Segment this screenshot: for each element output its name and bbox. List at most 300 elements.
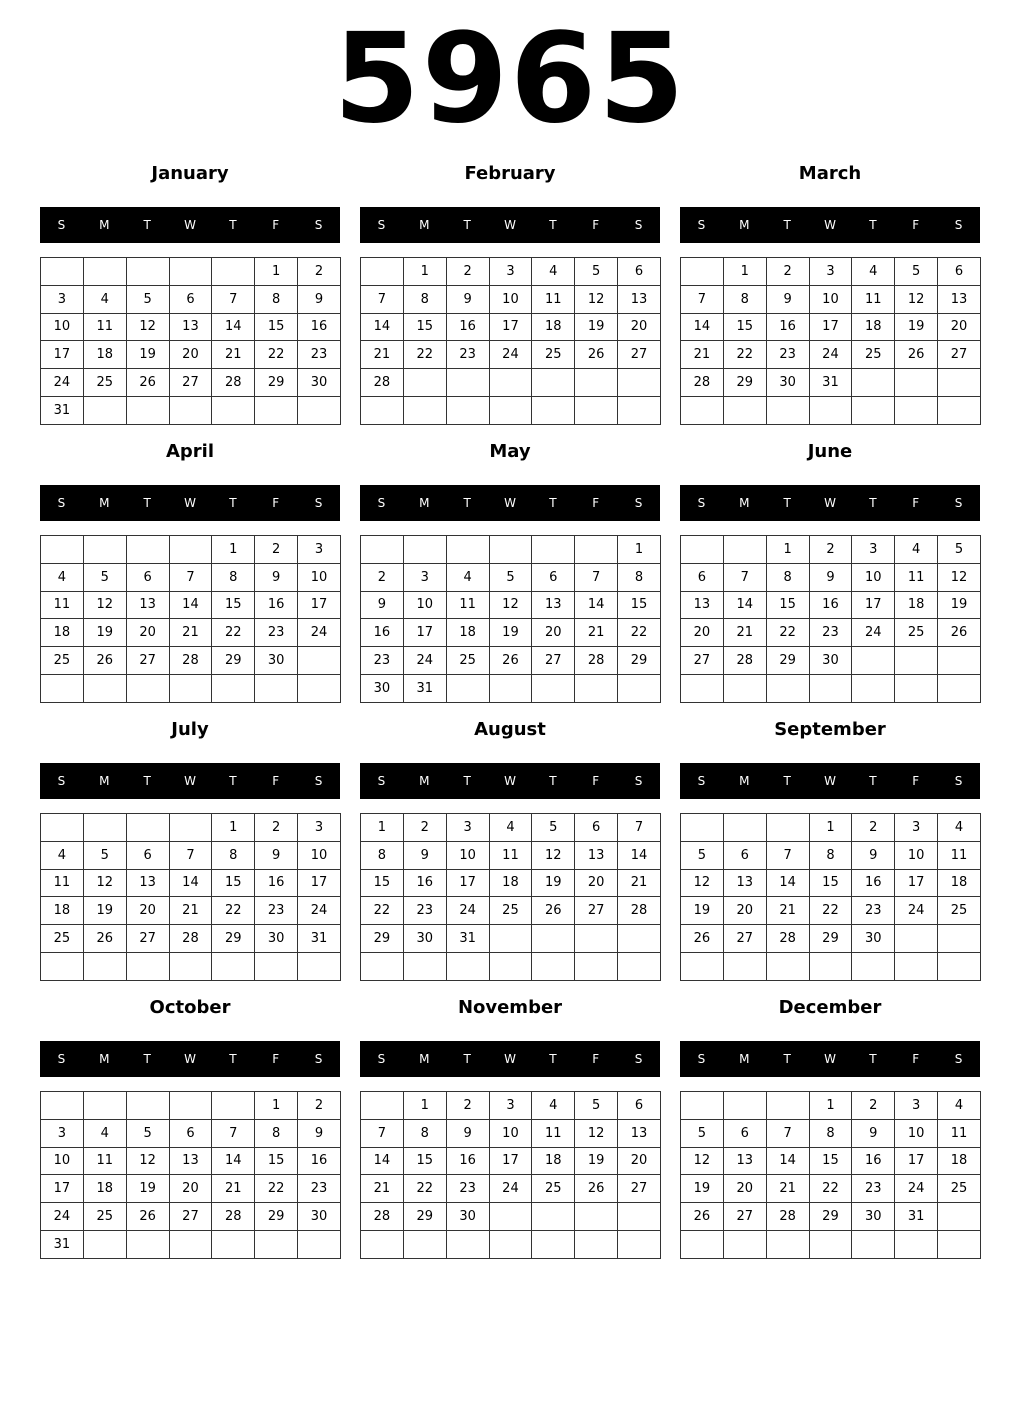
- day-cell: 15: [212, 591, 255, 619]
- day-cell: 4: [41, 563, 84, 591]
- day-cell: 1: [809, 814, 852, 842]
- day-cell: [575, 396, 618, 424]
- week-row: [41, 1147, 341, 1175]
- day-cell: 30: [298, 1203, 341, 1231]
- day-cell: 23: [766, 341, 809, 369]
- day-cell: 28: [618, 897, 661, 925]
- day-cell: 9: [403, 841, 446, 869]
- weekday-label: S: [377, 1052, 386, 1066]
- day-cell: 2: [298, 1092, 341, 1120]
- day-cell: [809, 952, 852, 980]
- day-cell: [895, 925, 938, 953]
- day-cell: [126, 952, 169, 980]
- day-cell: 28: [169, 925, 212, 953]
- day-cell: 4: [852, 258, 895, 286]
- day-cell: 17: [403, 619, 446, 647]
- day-cell: 7: [212, 1119, 255, 1147]
- day-cell: 15: [809, 1147, 852, 1175]
- weekday-label: T: [869, 774, 877, 788]
- day-cell: 6: [126, 841, 169, 869]
- day-cell: 6: [681, 563, 724, 591]
- day-cell: 12: [575, 1119, 618, 1147]
- day-cell: 26: [126, 1203, 169, 1231]
- day-cell: 14: [766, 869, 809, 897]
- day-cell: [446, 396, 489, 424]
- day-cell: 7: [361, 1119, 404, 1147]
- day-cell: 19: [83, 619, 126, 647]
- day-cell: 28: [766, 925, 809, 953]
- day-cell: [298, 647, 341, 675]
- day-cell: 30: [255, 647, 298, 675]
- day-cell: 23: [852, 897, 895, 925]
- weekday-label: T: [549, 218, 557, 232]
- weekday-label: M: [99, 496, 110, 510]
- day-cell: [938, 952, 981, 980]
- day-cell: 7: [212, 285, 255, 313]
- day-cell: [41, 674, 84, 702]
- day-cell: 14: [361, 1147, 404, 1175]
- day-cell: [403, 369, 446, 397]
- weekday-label: W: [504, 1052, 516, 1066]
- day-cell: 10: [895, 1119, 938, 1147]
- day-cell: 16: [766, 313, 809, 341]
- day-cell: [83, 814, 126, 842]
- weekday-label: F: [272, 496, 280, 510]
- weekday-label: F: [592, 1052, 600, 1066]
- day-cell: 12: [938, 563, 981, 591]
- day-cell: 3: [809, 258, 852, 286]
- week-row: [41, 952, 341, 980]
- day-cell: 20: [681, 619, 724, 647]
- day-cell: 9: [766, 285, 809, 313]
- day-cell: 30: [403, 925, 446, 953]
- day-cell: 12: [681, 1147, 724, 1175]
- weekday-label: W: [824, 1052, 836, 1066]
- month-name: January: [151, 163, 229, 184]
- week-row: [41, 925, 341, 953]
- day-cell: 8: [403, 1119, 446, 1147]
- day-cell: 1: [403, 1092, 446, 1120]
- day-cell: [895, 369, 938, 397]
- day-cell: [766, 674, 809, 702]
- day-cell: 30: [852, 1203, 895, 1231]
- day-cell: [212, 952, 255, 980]
- week-row: [361, 841, 661, 869]
- day-cell: 12: [489, 591, 532, 619]
- day-cell: 6: [169, 1119, 212, 1147]
- day-cell: 9: [255, 563, 298, 591]
- weekday-label: W: [184, 1052, 196, 1066]
- weekday-label: T: [229, 496, 237, 510]
- day-cell: 11: [532, 285, 575, 313]
- weekday-label: T: [143, 1052, 151, 1066]
- day-cell: [489, 1203, 532, 1231]
- weekday-header: [40, 763, 340, 799]
- month-name: April: [165, 441, 215, 462]
- weekday-label: F: [592, 218, 600, 232]
- weekday-label: F: [272, 774, 280, 788]
- day-cell: 10: [403, 591, 446, 619]
- day-cell: [895, 647, 938, 675]
- day-cell: 7: [361, 285, 404, 313]
- day-cell: [212, 1230, 255, 1258]
- day-grid: [360, 813, 661, 981]
- weekday-header: [680, 763, 980, 799]
- day-cell: [361, 258, 404, 286]
- day-grid: [40, 535, 341, 703]
- day-cell: [489, 369, 532, 397]
- day-cell: 1: [723, 258, 766, 286]
- week-row: [361, 647, 661, 675]
- day-cell: 24: [489, 1175, 532, 1203]
- day-cell: [618, 1230, 661, 1258]
- day-cell: 29: [618, 647, 661, 675]
- weekday-label: S: [634, 774, 643, 788]
- day-cell: [41, 952, 84, 980]
- day-cell: [169, 258, 212, 286]
- day-cell: 11: [83, 1147, 126, 1175]
- day-cell: [83, 396, 126, 424]
- day-cell: 20: [575, 869, 618, 897]
- day-cell: [575, 952, 618, 980]
- week-row: [361, 897, 661, 925]
- weekday-label: S: [954, 1052, 963, 1066]
- day-cell: [852, 369, 895, 397]
- day-cell: [723, 674, 766, 702]
- day-cell: 25: [446, 647, 489, 675]
- day-cell: 26: [575, 1175, 618, 1203]
- day-cell: 13: [169, 313, 212, 341]
- day-cell: [403, 952, 446, 980]
- day-cell: [938, 369, 981, 397]
- week-row: [361, 1092, 661, 1120]
- week-row: [361, 1119, 661, 1147]
- day-cell: 21: [169, 619, 212, 647]
- weekday-label: W: [184, 774, 196, 788]
- day-cell: 5: [681, 1119, 724, 1147]
- day-cell: 31: [446, 925, 489, 953]
- weekday-header: [40, 207, 340, 243]
- week-row: [41, 341, 341, 369]
- month-name: July: [171, 719, 209, 740]
- day-grid: [680, 813, 981, 981]
- day-cell: 5: [489, 563, 532, 591]
- day-cell: 7: [169, 563, 212, 591]
- day-cell: 29: [766, 647, 809, 675]
- day-cell: 24: [41, 1203, 84, 1231]
- week-row: [681, 313, 981, 341]
- day-cell: [446, 369, 489, 397]
- day-grid: [680, 535, 981, 703]
- day-cell: 20: [723, 1175, 766, 1203]
- day-cell: 9: [446, 1119, 489, 1147]
- day-cell: 22: [212, 897, 255, 925]
- day-cell: [403, 536, 446, 564]
- day-cell: [169, 396, 212, 424]
- week-row: [681, 1119, 981, 1147]
- day-cell: 15: [618, 591, 661, 619]
- day-cell: 3: [895, 814, 938, 842]
- day-cell: [403, 1230, 446, 1258]
- day-cell: 29: [809, 1203, 852, 1231]
- day-cell: 2: [809, 536, 852, 564]
- day-cell: [169, 536, 212, 564]
- week-row: [361, 258, 661, 286]
- day-cell: 8: [809, 841, 852, 869]
- weekday-label: T: [229, 774, 237, 788]
- weekday-label: M: [739, 218, 750, 232]
- day-cell: 10: [41, 1147, 84, 1175]
- weekday-header: [360, 763, 660, 799]
- day-cell: 8: [403, 285, 446, 313]
- day-cell: [618, 925, 661, 953]
- day-cell: 1: [618, 536, 661, 564]
- day-cell: 6: [938, 258, 981, 286]
- week-row: [41, 396, 341, 424]
- day-cell: 9: [298, 1119, 341, 1147]
- day-cell: 12: [83, 591, 126, 619]
- day-cell: 19: [681, 1175, 724, 1203]
- day-cell: [618, 396, 661, 424]
- day-cell: 20: [126, 619, 169, 647]
- weekday-label: W: [504, 774, 516, 788]
- day-cell: 12: [532, 841, 575, 869]
- week-row: [361, 341, 661, 369]
- day-cell: [766, 396, 809, 424]
- day-cell: 9: [852, 1119, 895, 1147]
- week-row: [41, 869, 341, 897]
- day-cell: 18: [532, 313, 575, 341]
- day-cell: 2: [403, 814, 446, 842]
- day-cell: 9: [446, 285, 489, 313]
- day-cell: 27: [126, 925, 169, 953]
- day-cell: 17: [41, 1175, 84, 1203]
- day-cell: 7: [766, 841, 809, 869]
- day-cell: 22: [361, 897, 404, 925]
- day-cell: 23: [255, 897, 298, 925]
- day-cell: 17: [852, 591, 895, 619]
- day-cell: 5: [895, 258, 938, 286]
- day-cell: 30: [852, 925, 895, 953]
- day-cell: [681, 1092, 724, 1120]
- weekday-label: F: [912, 218, 920, 232]
- weekday-label: M: [419, 496, 430, 510]
- day-cell: [83, 536, 126, 564]
- day-cell: 18: [41, 897, 84, 925]
- day-cell: [532, 674, 575, 702]
- month-name: March: [798, 163, 862, 184]
- day-cell: [403, 396, 446, 424]
- day-cell: 14: [618, 841, 661, 869]
- weekday-label: S: [954, 496, 963, 510]
- month-name: December: [778, 997, 882, 1018]
- day-cell: 8: [212, 563, 255, 591]
- day-cell: [852, 674, 895, 702]
- day-cell: [532, 369, 575, 397]
- day-cell: 3: [895, 1092, 938, 1120]
- day-cell: 6: [532, 563, 575, 591]
- day-cell: [126, 814, 169, 842]
- day-cell: [126, 396, 169, 424]
- day-cell: [575, 369, 618, 397]
- day-cell: 19: [489, 619, 532, 647]
- week-row: [41, 536, 341, 564]
- day-cell: 27: [618, 1175, 661, 1203]
- week-row: [41, 258, 341, 286]
- day-cell: 10: [809, 285, 852, 313]
- day-cell: 30: [446, 1203, 489, 1231]
- day-cell: 22: [255, 341, 298, 369]
- day-cell: 30: [766, 369, 809, 397]
- day-cell: 25: [532, 1175, 575, 1203]
- day-cell: [681, 536, 724, 564]
- day-cell: 31: [403, 674, 446, 702]
- day-cell: 15: [212, 869, 255, 897]
- day-cell: 15: [255, 313, 298, 341]
- week-row: [41, 1092, 341, 1120]
- day-cell: 2: [298, 258, 341, 286]
- day-cell: 23: [298, 1175, 341, 1203]
- weekday-label: T: [869, 496, 877, 510]
- week-row: [41, 285, 341, 313]
- month-name: June: [807, 441, 853, 462]
- weekday-label: M: [419, 774, 430, 788]
- day-cell: [169, 814, 212, 842]
- day-cell: 2: [852, 814, 895, 842]
- day-cell: 10: [489, 1119, 532, 1147]
- day-cell: 24: [895, 897, 938, 925]
- week-row: [681, 536, 981, 564]
- day-cell: 2: [255, 814, 298, 842]
- weekday-header: [40, 1041, 340, 1077]
- weekday-label: F: [592, 496, 600, 510]
- weekday-label: F: [912, 1052, 920, 1066]
- day-cell: 13: [618, 1119, 661, 1147]
- day-cell: 19: [126, 341, 169, 369]
- day-cell: 13: [126, 869, 169, 897]
- day-cell: 14: [723, 591, 766, 619]
- day-cell: 9: [255, 841, 298, 869]
- day-cell: [126, 1092, 169, 1120]
- week-row: [681, 841, 981, 869]
- day-cell: [938, 647, 981, 675]
- weekday-label: F: [272, 218, 280, 232]
- day-cell: [532, 952, 575, 980]
- day-grid: [40, 813, 341, 981]
- day-grid: [40, 1091, 341, 1259]
- week-row: [41, 647, 341, 675]
- day-cell: [618, 369, 661, 397]
- day-cell: [532, 1203, 575, 1231]
- month-name: November: [457, 997, 563, 1018]
- day-cell: 28: [212, 369, 255, 397]
- day-cell: 27: [532, 647, 575, 675]
- day-cell: [489, 952, 532, 980]
- day-cell: 21: [169, 897, 212, 925]
- weekday-label: T: [549, 1052, 557, 1066]
- day-cell: 24: [446, 897, 489, 925]
- weekday-label: W: [504, 218, 516, 232]
- day-cell: 21: [723, 619, 766, 647]
- day-cell: [809, 396, 852, 424]
- day-cell: 12: [681, 869, 724, 897]
- day-cell: 1: [255, 258, 298, 286]
- weekday-label: T: [869, 1052, 877, 1066]
- day-cell: 20: [126, 897, 169, 925]
- day-cell: 16: [852, 1147, 895, 1175]
- week-row: [681, 258, 981, 286]
- day-cell: [489, 396, 532, 424]
- day-cell: 17: [489, 313, 532, 341]
- day-cell: [766, 1092, 809, 1120]
- day-cell: 6: [126, 563, 169, 591]
- week-row: [361, 285, 661, 313]
- weekday-label: S: [634, 1052, 643, 1066]
- day-cell: 5: [575, 258, 618, 286]
- day-cell: 20: [938, 313, 981, 341]
- day-cell: 28: [575, 647, 618, 675]
- day-cell: 25: [532, 341, 575, 369]
- day-cell: 6: [723, 841, 766, 869]
- week-row: [41, 814, 341, 842]
- week-row: [361, 814, 661, 842]
- weekday-label: S: [634, 496, 643, 510]
- week-row: [681, 1175, 981, 1203]
- day-cell: [618, 674, 661, 702]
- weekday-label: T: [783, 1052, 791, 1066]
- weekday-label: W: [504, 496, 516, 510]
- weekday-label: S: [314, 1052, 323, 1066]
- day-cell: 8: [361, 841, 404, 869]
- day-cell: 31: [41, 1230, 84, 1258]
- day-cell: 15: [723, 313, 766, 341]
- day-cell: [766, 952, 809, 980]
- day-cell: 16: [809, 591, 852, 619]
- day-cell: 11: [938, 841, 981, 869]
- month-name: February: [464, 163, 556, 184]
- day-cell: [895, 674, 938, 702]
- day-cell: 21: [681, 341, 724, 369]
- day-cell: 12: [83, 869, 126, 897]
- day-cell: 23: [446, 1175, 489, 1203]
- day-cell: 10: [852, 563, 895, 591]
- day-cell: 4: [41, 841, 84, 869]
- weekday-label: S: [377, 774, 386, 788]
- weekday-label: T: [869, 218, 877, 232]
- day-cell: 21: [766, 897, 809, 925]
- day-cell: [298, 674, 341, 702]
- day-cell: 14: [681, 313, 724, 341]
- day-cell: 12: [126, 313, 169, 341]
- day-cell: 4: [489, 814, 532, 842]
- weekday-header: [680, 485, 980, 521]
- week-row: [41, 674, 341, 702]
- day-cell: 8: [255, 1119, 298, 1147]
- day-cell: 25: [83, 1203, 126, 1231]
- day-cell: 23: [446, 341, 489, 369]
- weekday-label: S: [377, 496, 386, 510]
- day-cell: [361, 536, 404, 564]
- day-grid: [680, 257, 981, 425]
- day-cell: [723, 1230, 766, 1258]
- day-cell: 13: [938, 285, 981, 313]
- day-cell: [895, 1230, 938, 1258]
- week-row: [681, 396, 981, 424]
- day-cell: 11: [41, 591, 84, 619]
- day-cell: 18: [895, 591, 938, 619]
- day-cell: [489, 674, 532, 702]
- weekday-label: M: [739, 1052, 750, 1066]
